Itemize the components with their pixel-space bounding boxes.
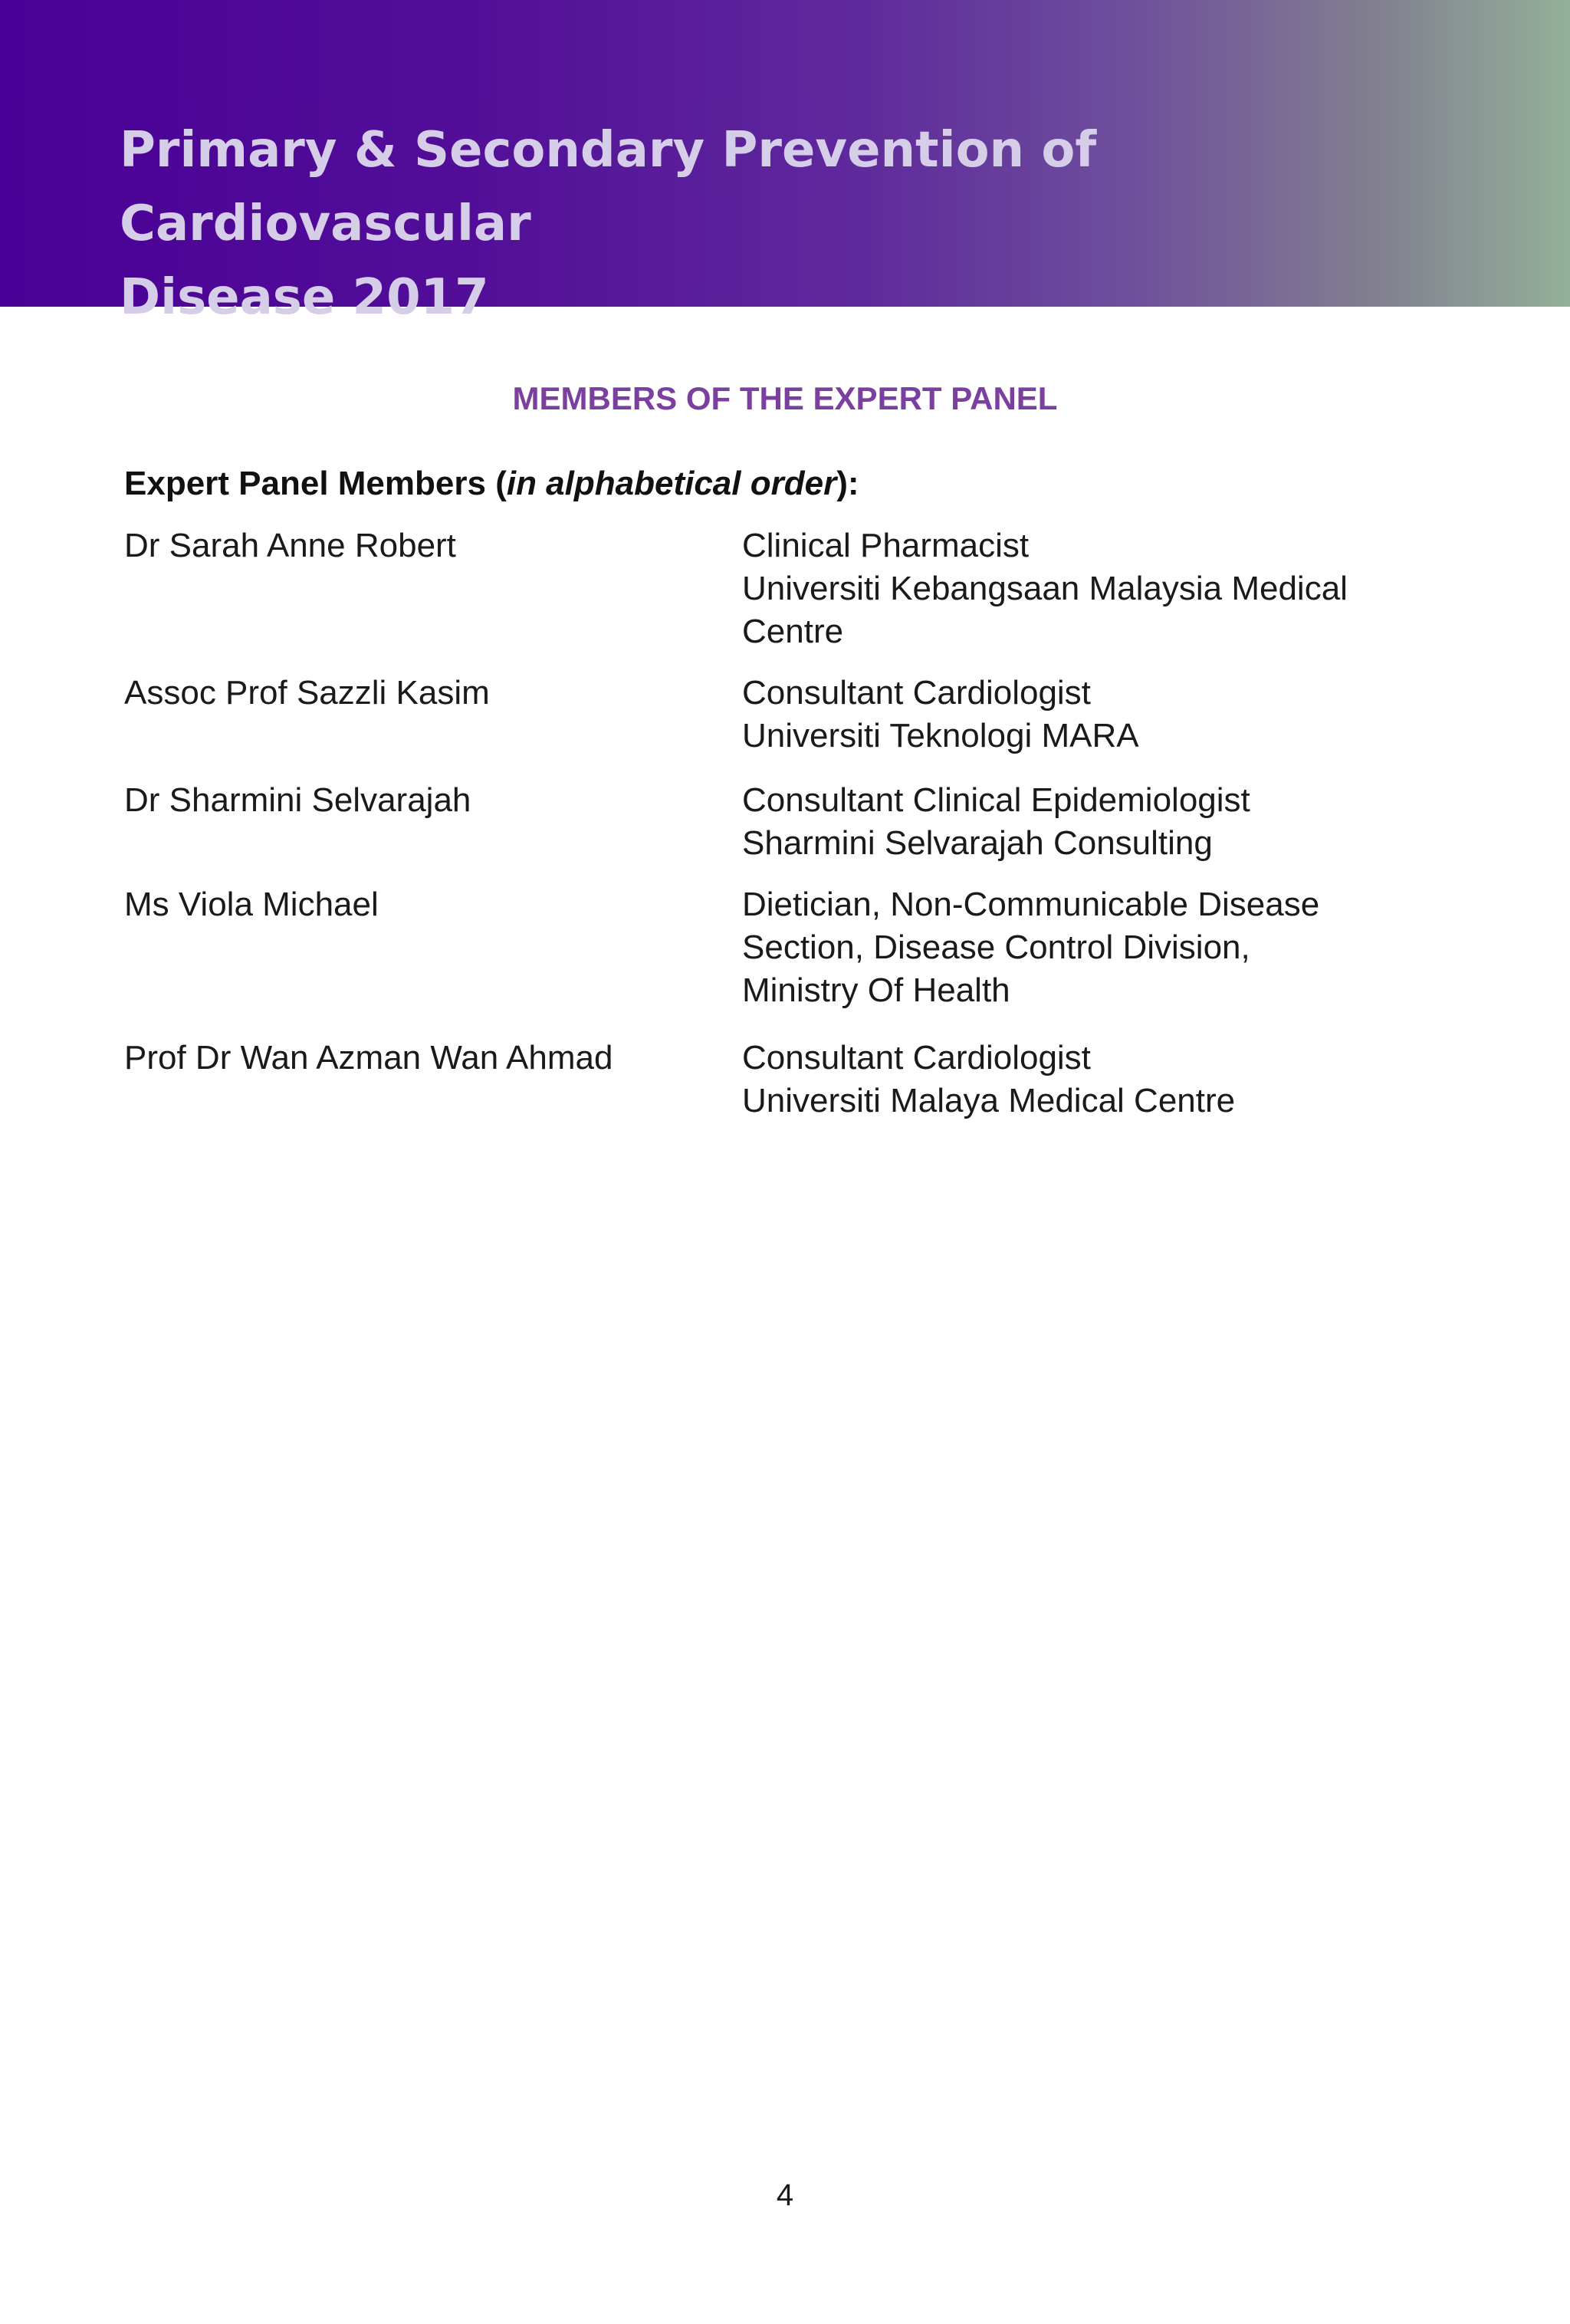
- member-role-line: Universiti Kebangsaan Malaysia Medical: [742, 570, 1348, 607]
- section-title: MEMBERS OF THE EXPERT PANEL: [512, 380, 1058, 416]
- member-role: [742, 672, 1470, 758]
- page-number: 4: [776, 2178, 794, 2212]
- member-name: Dr Sarah Anne Robert: [124, 527, 456, 564]
- member-role: [742, 779, 1470, 865]
- document-title: [120, 113, 1499, 334]
- document-title-line-1: Primary & Secondary Prevention of Cardiovascular: [120, 122, 1097, 252]
- subheading-italic: in alphabetical order: [506, 465, 837, 502]
- member-name: Prof Dr Wan Azman Wan Ahmad: [124, 1039, 613, 1077]
- member-name: Ms Viola Michael: [124, 886, 379, 923]
- member-role: [742, 883, 1470, 1012]
- member-role-line: Consultant Clinical Epidemiologist: [742, 781, 1250, 819]
- member-role-line: Universiti Malaya Medical Centre: [742, 1082, 1236, 1119]
- member-role-line: Centre: [742, 613, 844, 650]
- member-role-line: Dietician, Non-Communicable Disease: [742, 886, 1320, 923]
- member-role: [742, 524, 1470, 653]
- member-role-line: Ministry Of Health: [742, 971, 1010, 1009]
- member-name: Assoc Prof Sazzli Kasim: [124, 674, 490, 712]
- member-role: [742, 1037, 1470, 1123]
- member-role-line: Sharmini Selvarajah Consulting: [742, 824, 1213, 862]
- member-role-line: Clinical Pharmacist: [742, 527, 1030, 564]
- member-role-line: Consultant Cardiologist: [742, 674, 1091, 712]
- member-name: Dr Sharmini Selvarajah: [124, 781, 471, 819]
- member-role-line: Consultant Cardiologist: [742, 1039, 1091, 1077]
- subheading-prefix: Expert Panel Members (: [124, 465, 507, 502]
- member-role-line: Universiti Teknologi MARA: [742, 717, 1139, 754]
- expert-panel-subheading: [124, 463, 859, 505]
- member-role-line: Section, Disease Control Division,: [742, 929, 1250, 966]
- header-band: [0, 0, 1570, 326]
- document-title-line-2: Disease 2017: [120, 269, 489, 326]
- subheading-suffix: ):: [836, 465, 859, 502]
